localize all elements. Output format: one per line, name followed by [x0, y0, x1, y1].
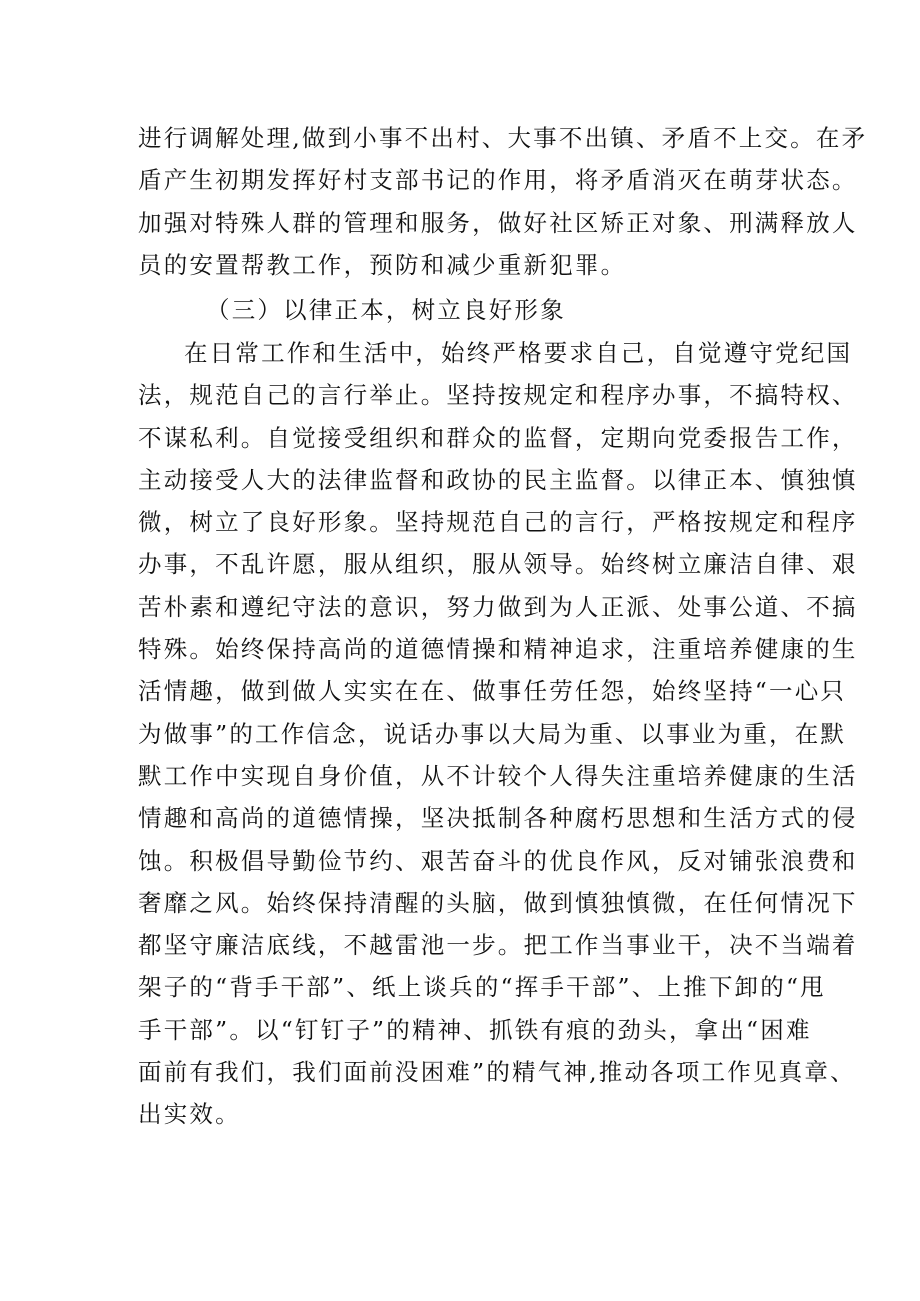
- paragraph-line: 出实效。: [138, 1100, 241, 1129]
- paragraph-line: 法，规范自己的言行举止。坚持按规定和程序办事，不搞特权、: [138, 381, 858, 410]
- paragraph-line: 面前有我们，我们面前没困难”的精气神,推动各项工作见真章、: [138, 1058, 856, 1087]
- paragraph-line: 苦朴素和遵纪守法的意识，努力做到为人正派、处事公道、不搞: [138, 592, 858, 621]
- paragraph-line: 特殊。始终保持高尚的道德情操和精神追求，注重培养健康的生: [138, 635, 858, 664]
- paragraph-2: [138, 332, 858, 1136]
- paragraph-line: 不谋私利。自觉接受组织和群众的监督，定期向党委报告工作，: [138, 423, 858, 452]
- section-heading: [206, 289, 856, 331]
- paragraph-line: 架子的“背手干部”、纸上谈兵的“挥手干部”、上推下卸的“甩: [138, 973, 826, 1002]
- paragraph-line: 盾产生初期发挥好村支部书记的作用，将矛盾消灭在萌芽状态。: [138, 166, 858, 195]
- paragraph-line: 主动接受人大的法律监督和政协的民主监督。以律正本、慎独慎: [138, 465, 858, 494]
- paragraph-line: 蚀。积极倡导勤俭节约、艰苦奋斗的优良作风，反对铺张浪费和: [138, 846, 858, 875]
- paragraph-line: 微，树立了良好形象。坚持规范自己的言行，严格按规定和程序: [138, 508, 858, 537]
- paragraph-line: 员的安置帮教工作，预防和减少重新犯罪。: [138, 250, 627, 279]
- paragraph-line: 活情趣，做到做人实实在在、做事任劳任怨，始终坚持“一心只: [138, 677, 847, 706]
- section-heading-text: （三）以律正本，树立良好形象: [206, 296, 566, 324]
- paragraph-line: 进行调解处理,做到小事不出村、大事不出镇、矛盾不上交。在矛: [138, 124, 868, 152]
- paragraph-1: [138, 117, 868, 286]
- paragraph-line: 情趣和高尚的道德情操，坚决抵制各种腐朽思想和生活方式的侵: [138, 804, 858, 833]
- paragraph-line: 办事，不乱许愿，服从组织，服从领导。始终树立廉洁自律、艰: [138, 550, 858, 579]
- paragraph-line: 奢靡之风。始终保持清醒的头脑，做到慎独慎微，在任何情况下: [138, 888, 858, 917]
- paragraph-line: 都坚守廉洁底线，不越雷池一步。把工作当事业干，决不当端着: [138, 931, 858, 960]
- paragraph-line: 加强对特殊人群的管理和服务，做好社区矫正对象、刑满释放人: [138, 208, 858, 237]
- paragraph-line: 在日常工作和生活中，始终严格要求自己，自觉遵守党纪国: [184, 339, 853, 367]
- paragraph-line: 默工作中实现自身价值，从不计较个人得失注重培养健康的生活: [138, 761, 858, 790]
- paragraph-line: 手干部”。以“钉钉子”的精神、抓铁有痕的劲头，拿出“困难: [138, 1015, 812, 1044]
- paragraph-line: 为做事”的工作信念，说话办事以大局为重、以事业为重，在默: [138, 719, 847, 748]
